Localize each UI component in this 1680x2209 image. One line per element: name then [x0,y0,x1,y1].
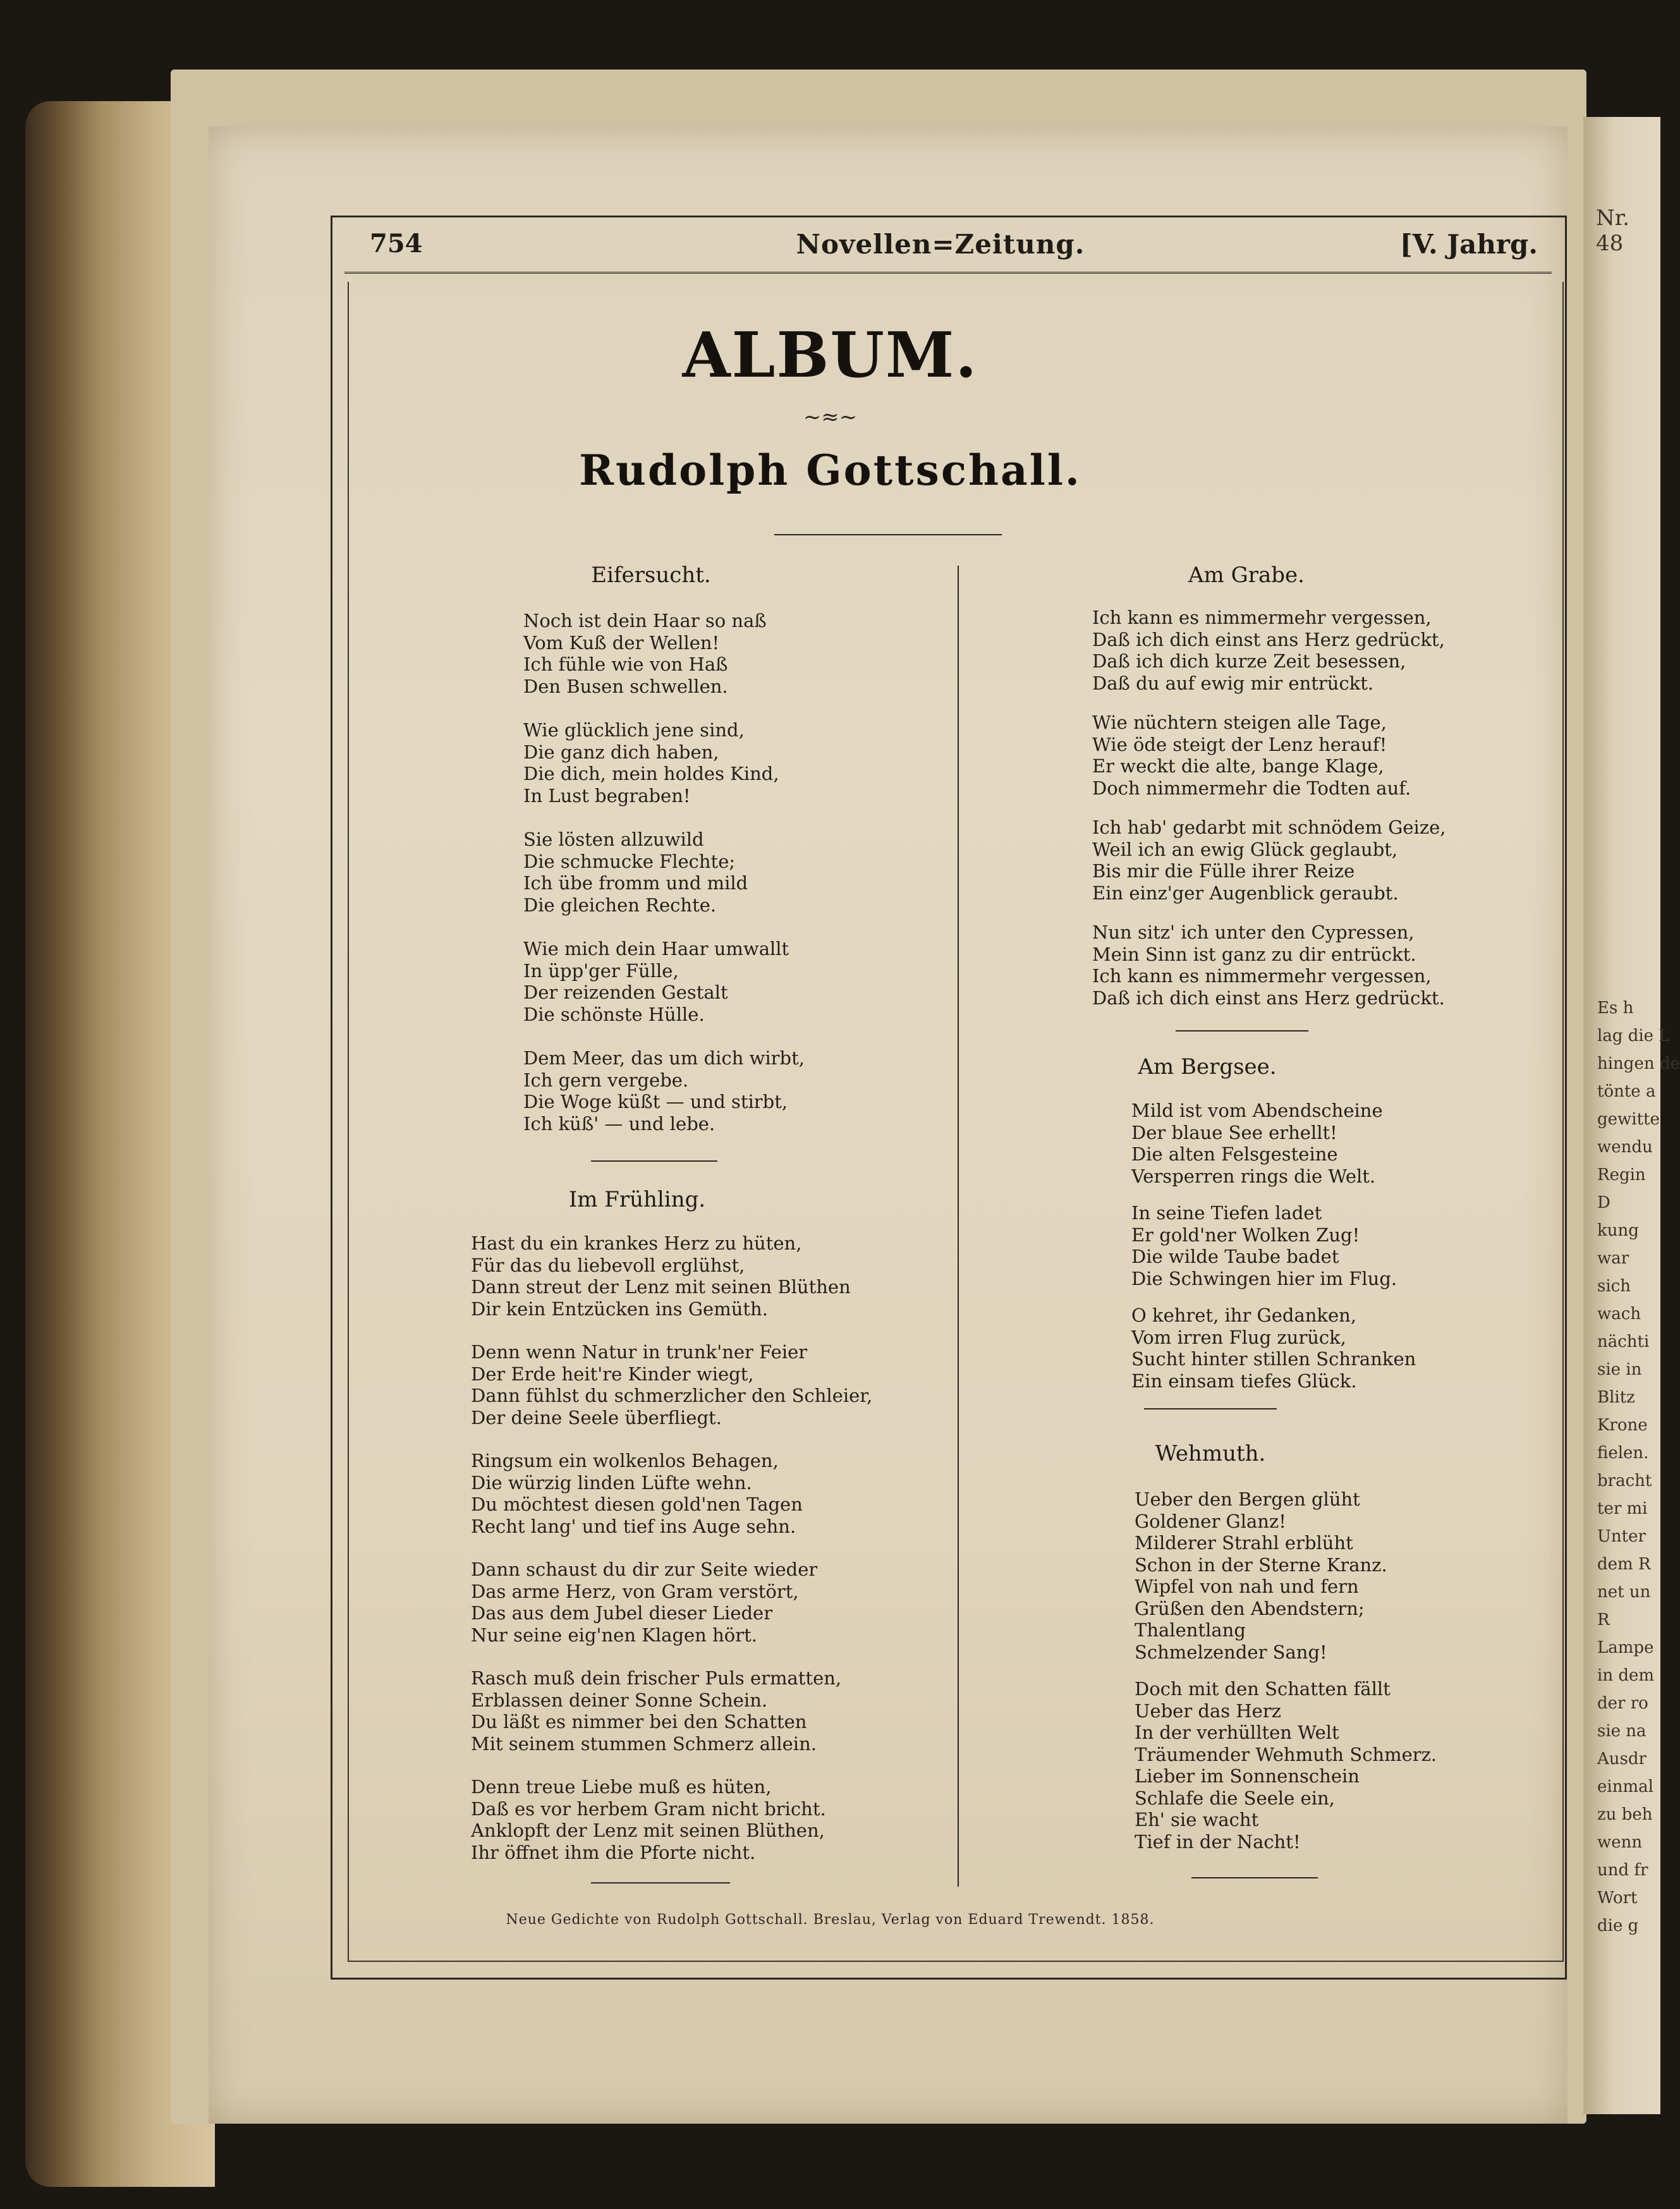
next-page-line: ter mi [1597,1499,1648,1518]
running-header [331,221,1550,272]
stanza: Ueber den Bergen glüht Goldener Glanz! Milderer Strahl erblüht Schon in der Sterne Kranz. Wipfel von nah und fern Grüßen den Abendstern; Thalentlang Schmelzender Sang! [1135,1488,1387,1663]
next-page-line: bracht [1597,1471,1652,1490]
stanza: In seine Tiefen ladet Er gold'ner Wolken Zug! Die wilde Taube badet Die Schwingen hier im Flug. [1131,1202,1397,1289]
stanza: Dann schaust du dir zur Seite wieder Das arme Herz, von Gram verstört, Das aus dem Jubel dieser Lieder Nur seine eig'nen Klagen hört. [471,1559,818,1646]
stanza: Nun sitz' ich unter den Cypressen, Mein Sinn ist ganz zu dir entrückt. Ich kann es nimmermehr vergessen, Daß ich dich einst ans Herz gedrückt. [1092,922,1445,1009]
poem-title-fruehling: Im Frühling. [568,1187,706,1212]
next-page-line: hingen de [1597,1054,1680,1073]
next-page-line: in dem [1597,1666,1655,1685]
next-page-line: dem R [1597,1555,1651,1574]
next-page-line: sich [1597,1277,1631,1296]
stanza: Dem Meer, das um dich wirbt, Ich gern vergebe. Die Woge küßt — und stirbt, Ich küß' — und lebe. [523,1047,805,1135]
poem-separator [1176,1030,1308,1031]
next-page-line: einmal [1597,1777,1653,1796]
poem-title-grabe: Am Grabe. [1188,563,1305,588]
next-page-line: Blitz [1597,1388,1635,1407]
poem-separator [1144,1408,1277,1409]
stanza: Ich hab' gedarbt mit schnödem Geize, Weil ich an ewig Glück geglaubt, Bis mir die Fülle ihrer Reize Ein einz'ger Augenblick geraubt. [1092,817,1446,904]
next-page-line: fielen. [1597,1444,1649,1463]
next-page-header: Nr. 48 [1596,205,1630,256]
next-page-line: gewitte [1597,1110,1660,1129]
next-page-line: net un [1597,1583,1651,1602]
footnote-source: Neue Gedichte von Rudolph Gottschall. Breslau, Verlag von Eduard Trewendt. 1858. [506,1912,1155,1928]
ornament-divider: ~≈~ [803,405,858,430]
stanza: Ringsum ein wolkenlos Behagen, Die würzig linden Lüfte wehn. Du möchtest diesen gold'nen Tagen Recht lang' und tief ins Auge sehn. [471,1450,803,1537]
next-page-line: R [1597,1610,1610,1629]
stanza: Doch mit den Schatten fällt Ueber das Herz In der verhüllten Welt Träumender Wehmuth Schmerz. Lieber im Sonnenschein Schlafe die Seele ein, Eh' sie wacht Tief in der Nacht! [1135,1678,1437,1853]
poem-title-bergsee: Am Bergsee. [1138,1054,1277,1080]
album-title: ALBUM. [682,319,978,392]
poem-separator [591,1160,717,1162]
next-page-line: der ro [1597,1694,1648,1713]
journal-title: Novellen=Zeitung. [796,229,1085,260]
stanza: Wie glücklich jene sind, Die ganz dich haben, Die dich, mein holdes Kind, In Lust begraben! [523,719,779,806]
next-page-line: und fr [1597,1861,1648,1880]
next-page-line: tönte a [1597,1082,1656,1101]
volume-label: [V. Jahrg. [1399,229,1538,260]
next-page-line: lag die L [1597,1026,1670,1045]
next-page-line: Es h [1597,999,1634,1018]
stanza: Wie mich dein Haar umwallt In üpp'ger Fülle, Der reizenden Gestalt Die schönste Hülle. [523,938,789,1025]
next-page-line: Krone [1597,1416,1648,1435]
stanza: Denn treue Liebe muß es hüten, Daß es vor herbem Gram nicht bricht. Anklopft der Lenz mit seinen Blüthen, Ihr öffnet ihm die Pforte nicht. [471,1776,826,1863]
stanza: Mild ist vom Abendscheine Der blaue See erhellt! Die alten Felsgesteine Versperren rings die Welt. [1131,1100,1383,1187]
stanza: Rasch muß dein frischer Puls ermatten, Erblassen deiner Sonne Schein. Du läßt es nimmer bei den Schatten Mit seinem stummen Schmerz allein. [471,1667,842,1755]
next-page-line: Ausdr [1597,1750,1647,1768]
next-page-line: Lampe [1597,1638,1654,1657]
poem-separator [1191,1877,1318,1878]
poem-separator [591,1882,730,1883]
poem-title-wehmuth: Wehmuth. [1155,1441,1266,1466]
stanza: Ich kann es nimmermehr vergessen, Daß ich dich einst ans Herz gedrückt, Daß ich dich kurze Zeit besessen, Daß du auf ewig mir entrückt. [1092,607,1445,694]
next-page-line: wenn [1597,1833,1643,1852]
next-page-line: D [1597,1193,1610,1212]
next-page-line: Wort [1597,1889,1638,1908]
stanza: Denn wenn Natur in trunk'ner Feier Der Erde heit're Kinder wiegt, Dann fühlst du schmerzlicher den Schleier, Der deine Seele überfliegt. [471,1341,873,1428]
next-page-line: wendu [1597,1138,1653,1157]
next-page-line: die g [1597,1916,1639,1935]
stanza: Wie nüchtern steigen alle Tage, Wie öde steigt der Lenz herauf! Er weckt die alte, bange Klage, Doch nimmermehr die Todten auf. [1092,712,1411,799]
next-page-line: nächti [1597,1332,1650,1351]
next-page-line: Regin [1597,1165,1646,1184]
title-rule [774,534,1002,535]
next-page-line: kung [1597,1221,1639,1240]
poem-title-eifersucht: Eifersucht. [591,563,711,588]
stanza: Sie lösten allzuwild Die schmucke Flechte; Ich übe fromm und mild Die gleichen Rechte. [523,829,748,916]
header-rule [344,272,1552,280]
author-name: Rudolph Gottschall. [579,446,1081,495]
next-page-line: sie in [1597,1360,1642,1379]
column-divider [958,566,959,1887]
next-page-line: war [1597,1249,1629,1268]
next-page-line: wach [1597,1305,1641,1324]
stanza: O kehret, ihr Gedanken, Vom irren Flug zurück, Sucht hinter stillen Schranken Ein einsam tiefes Glück. [1131,1305,1416,1392]
page-number: 754 [370,229,423,259]
stanza: Noch ist dein Haar so naß Vom Kuß der Wellen! Ich fühle wie von Haß Den Busen schwellen. [523,610,767,697]
next-page-line: sie na [1597,1722,1647,1741]
stanza: Hast du ein krankes Herz zu hüten, Für das du liebevoll erglühst, Dann streut der Lenz mit seinen Blüthen Dir kein Entzücken ins Gemüth. [471,1232,851,1320]
next-page-line: Unter [1597,1527,1646,1546]
next-page-line: zu beh [1597,1805,1653,1824]
